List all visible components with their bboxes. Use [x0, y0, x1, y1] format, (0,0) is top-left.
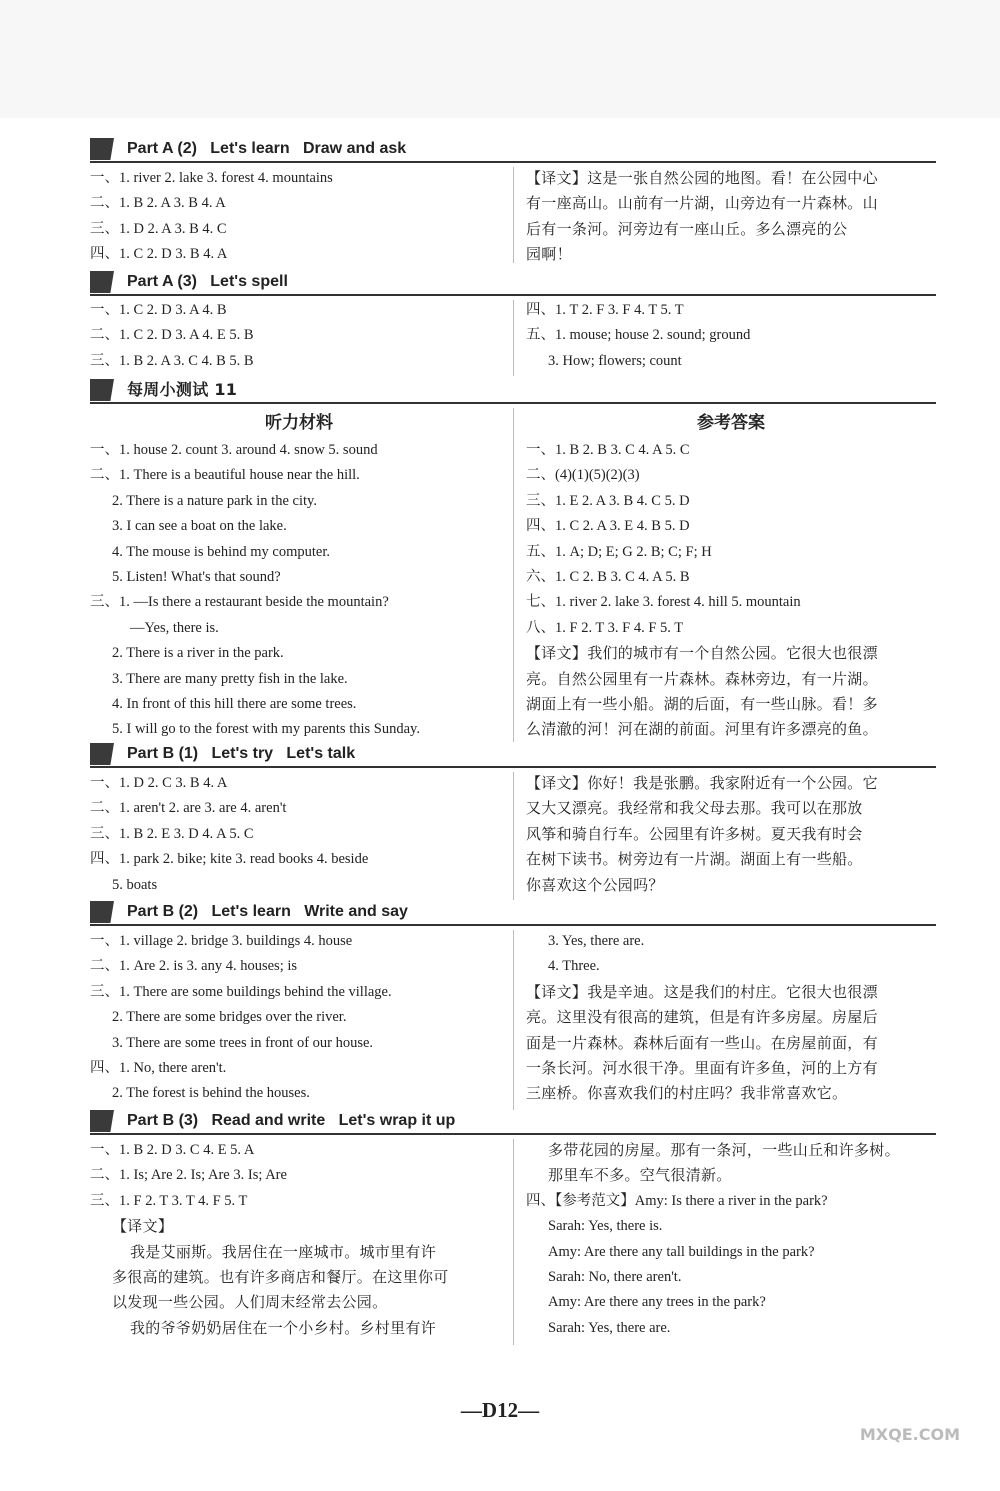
- answer-line: 一、1. C 2. D 3. A 4. B: [90, 302, 227, 318]
- column-divider: [513, 408, 514, 742]
- translation-right: [526, 166, 936, 268]
- answer-line: 四、1. C 2. A 3. E 4. B 5. D: [526, 518, 690, 535]
- sample-dialogue-line: Sarah: Yes, there is.: [548, 1218, 663, 1235]
- translation-line: 多带花园的房屋。那有一条河，一些山丘和许多树。: [548, 1141, 900, 1159]
- translation-line: 有一座高山。山前有一片湖，山旁边有一片森林。山: [526, 194, 878, 213]
- answer-line: 5. boats: [112, 876, 158, 893]
- watermark: MXQE.COM: [859, 1425, 960, 1444]
- section-part-a-2: [90, 137, 936, 267]
- translation-line: 【译文】这是一张自然公园的地图。看！在公园中心: [526, 169, 878, 187]
- answer-line: 三、1. E 2. A 3. B 4. C 5. D: [526, 492, 690, 509]
- translation-line: 亮。这里没有很高的建筑，但是有许多房屋。房屋后: [526, 1008, 878, 1027]
- answer-line: —Yes, there is.: [130, 619, 219, 636]
- translation-line: 多很高的建筑。也有许多商店和餐厅。在这里你可: [112, 1267, 449, 1286]
- translation-line: 后有一条河。河旁边有一座山丘。多么漂亮的公: [526, 219, 848, 238]
- answer-line: 2. There is a river in the park.: [112, 645, 284, 662]
- translation-line: 【译文】我们的城市有一个自然公园。它很大也很漂: [526, 644, 878, 663]
- section-title: Part B (2) Let's learn Write and say: [127, 903, 408, 920]
- answer-line: 三、1. B 2. E 3. D 4. A 5. C: [90, 825, 254, 842]
- translation-line: 【译文】我是辛迪。这是我们的村庄。它很大也很漂: [526, 982, 878, 1001]
- section-header: [90, 378, 936, 404]
- section-part-a-3: [90, 270, 936, 376]
- section-title: 每周小测试 11: [127, 380, 238, 399]
- translation-right: [526, 771, 936, 898]
- answer-line: 3. I can see a boat on the lake.: [112, 518, 287, 535]
- translation-line: 湖面上有一些小船。湖的后面，有一些山脉。看！多: [526, 694, 878, 713]
- answer-line: 一、1. D 2. C 3. B 4. A: [90, 775, 228, 791]
- answer-line: 三、1. F 2. T 3. T 4. F 5. T: [90, 1192, 248, 1209]
- section-marker-icon: [90, 743, 114, 765]
- translation-line: 你喜欢这个公园吗？: [526, 875, 664, 894]
- answer-line: 4. In front of this hill there are some trees.: [112, 695, 357, 712]
- answer-line: 2. The forest is behind the houses.: [112, 1085, 310, 1102]
- answer-line: 三、1. —Is there a restaurant beside the mountain?: [90, 594, 389, 611]
- column-divider: [513, 772, 514, 900]
- section-marker-icon: [90, 271, 114, 293]
- translation-line: 那里车不多。空气很清新。: [548, 1166, 732, 1185]
- answer-line: 3. There are many pretty fish in the lake.: [112, 670, 348, 687]
- translation-line: 园啊！: [526, 245, 572, 264]
- answer-line: 七、1. river 2. lake 3. forest 4. hill 5. mountain: [526, 594, 801, 611]
- answer-line: 2. There is a nature park in the city.: [112, 492, 317, 509]
- section-header: [90, 1109, 936, 1135]
- top-margin: [0, 0, 1000, 118]
- answers-left: [90, 166, 508, 268]
- answer-line: 一、1. house 2. count 3. around 4. snow 5. sound: [90, 442, 378, 458]
- section-part-b-1: [90, 742, 936, 900]
- answers-left: [90, 298, 508, 374]
- section-marker-icon: [90, 901, 114, 923]
- answers-left: [90, 771, 508, 898]
- translation-line: 亮。自然公园里有一片森林。森林旁边，有一片湖。: [526, 669, 878, 688]
- translation-line: 面是一片森林。森林后面有一些山。在房屋前面，有: [526, 1033, 878, 1052]
- answer-line: 八、1. F 2. T 3. F 4. F 5. T: [526, 619, 684, 636]
- answer-line: 三、1. There are some buildings behind the village.: [90, 983, 392, 1000]
- answer-line: 四、1. T 2. F 3. F 4. T 5. T: [526, 302, 684, 318]
- column-divider: [513, 167, 514, 263]
- translation-line: 三座桥。你喜欢我们的村庄吗？我非常喜欢它。: [526, 1084, 848, 1103]
- section-marker-icon: [90, 1110, 114, 1132]
- translation-line: 我是艾丽斯。我居住在一座城市。城市里有许: [130, 1242, 437, 1261]
- translation-line: 又大又漂亮。我经常和我父母去那。我可以在那放: [526, 799, 863, 818]
- answer-line: 一、1. river 2. lake 3. forest 4. mountains: [90, 170, 333, 186]
- answer-line: 二、1. There is a beautiful house near the hill.: [90, 467, 360, 484]
- answer-line: 二、1. Are 2. is 3. any 4. houses; is: [90, 958, 298, 975]
- section-part-b-3: [90, 1109, 936, 1345]
- section-title: Part B (3) Read and write Let's wrap it up: [127, 1112, 456, 1129]
- section-weekly-test-11: [90, 378, 936, 742]
- answer-line: 三、1. D 2. A 3. B 4. C: [90, 220, 227, 237]
- column-heading: 参考答案: [697, 413, 765, 433]
- answer-line: 二、1. C 2. D 3. A 4. E 5. B: [90, 327, 254, 344]
- section-header: [90, 742, 936, 768]
- translation-line: 我的爷爷奶奶居住在一个小乡村。乡村里有许: [130, 1318, 437, 1337]
- translation-line: 【译文】你好！我是张鹏。我家附近有一个公园。它: [526, 774, 878, 792]
- column-divider: [513, 300, 514, 376]
- sample-dialogue-line: Amy: Are there any trees in the park?: [548, 1294, 766, 1311]
- answer-line: 二、1. aren't 2. are 3. are 4. aren't: [90, 800, 287, 817]
- answer-line: 一、1. B 2. D 3. C 4. E 5. A: [90, 1142, 255, 1158]
- answer-line: 5. I will go to the forest with my parents this Sunday.: [112, 721, 420, 738]
- answers-right: [526, 1138, 936, 1341]
- section-title: Part A (3) Let's spell: [127, 273, 288, 290]
- sample-dialogue-line: 四、【参考范文】Amy: Is there a river in the park?: [526, 1192, 828, 1209]
- translation-line: 么清澈的河！河在湖的前面。河里有许多漂亮的鱼。: [526, 720, 878, 739]
- translation-line: 风筝和骑自行车。公园里有许多树。夏天我有时会: [526, 824, 863, 843]
- column-divider: [513, 1139, 514, 1345]
- answer-line: 四、1. C 2. D 3. B 4. A: [90, 246, 228, 263]
- reference-answers: [526, 408, 936, 743]
- answer-line: 二、1. B 2. A 3. B 4. A: [90, 195, 226, 212]
- answer-line: 一、1. B 2. B 3. C 4. A 5. C: [526, 442, 690, 458]
- answer-line: 3. How; flowers; count: [548, 352, 682, 369]
- answer-line: 四、1. park 2. bike; kite 3. read books 4. beside: [90, 851, 369, 868]
- translation-line: 以发现一些公园。人们周末经常去公园。: [112, 1293, 388, 1312]
- section-header: [90, 270, 936, 296]
- sample-dialogue-line: Amy: Are there any tall buildings in the park?: [548, 1243, 815, 1260]
- translation-line: 一条长河。河水很干净。里面有许多鱼，河的上方有: [526, 1058, 878, 1077]
- sample-dialogue-line: Sarah: No, there aren't.: [548, 1268, 682, 1285]
- answer-line: 五、1. A; D; E; G 2. B; C; F; H: [526, 543, 712, 560]
- answer-line: 四、1. No, there aren't.: [90, 1059, 227, 1076]
- answer-line: 5. Listen! What's that sound?: [112, 568, 281, 585]
- sample-dialogue-line: Sarah: Yes, there are.: [548, 1319, 671, 1336]
- answer-line: 4. The mouse is behind my computer.: [112, 543, 331, 560]
- answers-left: [90, 1138, 508, 1341]
- answers-right: [526, 929, 936, 1107]
- page-number: —D12—: [460, 1398, 540, 1422]
- answer-line: 五、1. mouse; house 2. sound; ground: [526, 327, 751, 344]
- listening-material: [90, 408, 508, 743]
- section-part-b-2: [90, 900, 936, 1110]
- section-title: Part A (2) Let's learn Draw and ask: [127, 140, 407, 157]
- answers-left: [90, 929, 508, 1107]
- column-heading: 听力材料: [265, 413, 333, 433]
- section-header: [90, 900, 936, 926]
- answers-right: [526, 298, 936, 374]
- answer-line: 二、1. Is; Are 2. Is; Are 3. Is; Are: [90, 1167, 287, 1184]
- column-divider: [513, 930, 514, 1110]
- answer-line: 3. Yes, there are.: [548, 933, 645, 949]
- section-marker-icon: [90, 379, 114, 401]
- answer-line: 一、1. village 2. bridge 3. buildings 4. house: [90, 933, 353, 949]
- section-title: Part B (1) Let's try Let's talk: [127, 745, 356, 762]
- answer-line: 4. Three.: [548, 958, 600, 975]
- answer-line: 2. There are some bridges over the river.: [112, 1009, 347, 1026]
- answer-line: 三、1. B 2. A 3. C 4. B 5. B: [90, 352, 254, 369]
- answer-line: 六、1. C 2. B 3. C 4. A 5. B: [526, 568, 690, 585]
- translation-label: 【译文】: [112, 1217, 174, 1236]
- section-header: [90, 137, 936, 163]
- section-marker-icon: [90, 138, 114, 160]
- translation-line: 在树下读书。树旁边有一片湖。湖面上有一些船。: [526, 850, 863, 869]
- answer-line: 3. There are some trees in front of our house.: [112, 1034, 374, 1051]
- answer-line: 二、(4)(1)(5)(2)(3): [526, 467, 640, 484]
